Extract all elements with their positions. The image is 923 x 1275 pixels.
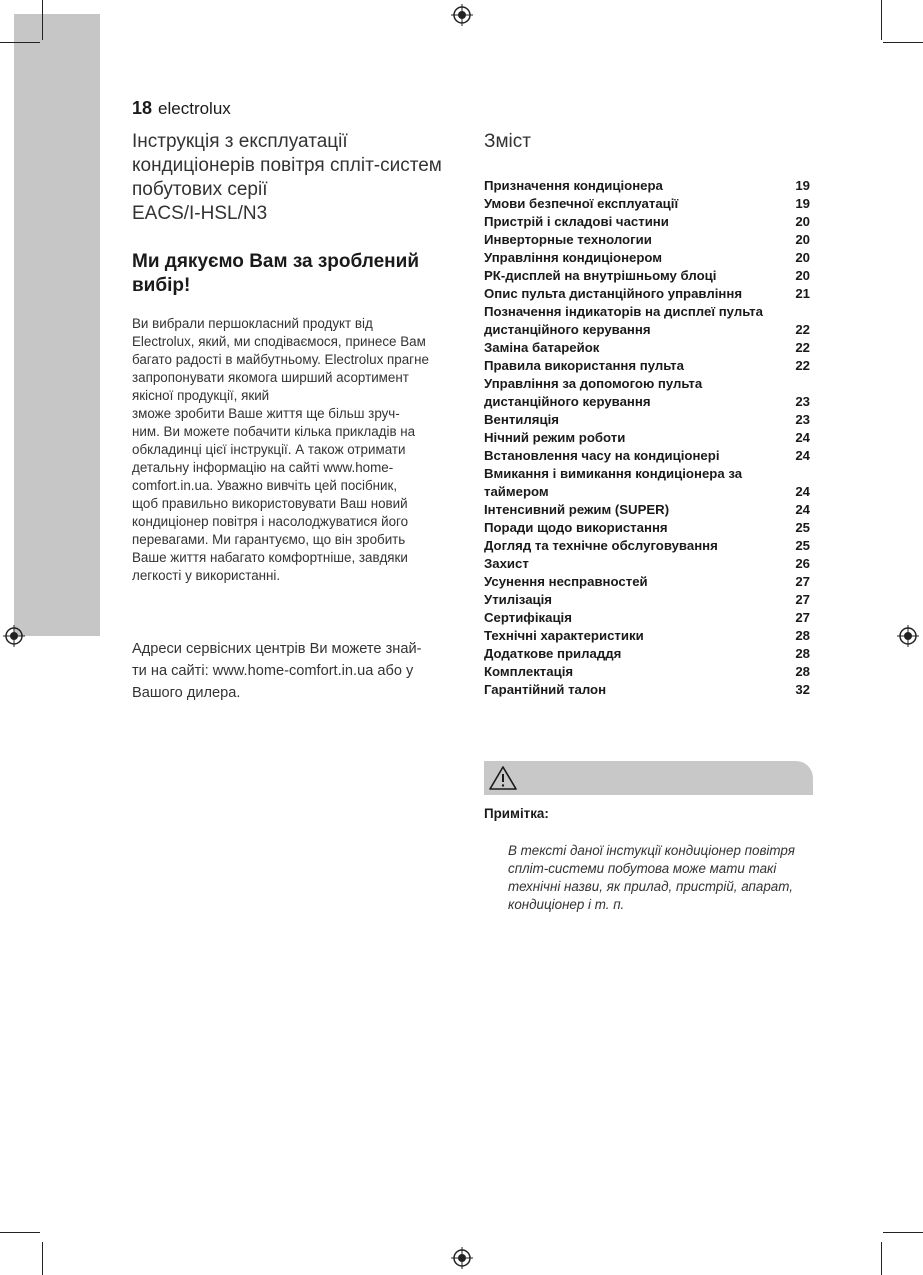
intro-line: детальну інформацію на сайті www.home- xyxy=(132,460,394,475)
toc-title: Зміст xyxy=(484,131,531,152)
intro-line: кондиціонер повітря і насолоджуватися його xyxy=(132,514,409,529)
toc-entry xyxy=(484,663,810,681)
toc-entry xyxy=(484,339,810,357)
page-number: 18 xyxy=(132,98,153,118)
toc-entry xyxy=(484,465,810,501)
toc-entry xyxy=(484,267,810,285)
toc-entry-page: 28 xyxy=(795,646,810,661)
toc-entry-title: Умови безпечної експлуатації xyxy=(484,196,679,211)
toc-entry xyxy=(484,231,810,249)
toc-entry xyxy=(484,429,810,447)
toc-entry-title: Инверторные технологии xyxy=(484,232,652,247)
toc-entry-page: 24 xyxy=(795,448,810,463)
intro-line: якісної продукції, який xyxy=(132,388,270,403)
intro-line: зможе зробити Ваше життя ще більш зруч- xyxy=(132,406,400,421)
registration-mark-icon xyxy=(451,4,473,26)
toc-entry xyxy=(484,249,810,267)
intro-line: перевагами. Ми гарантуємо, що він зробить xyxy=(132,532,406,547)
intro-line: обкладинці цієї інструкції. А також отримати xyxy=(132,442,406,457)
toc-entry-page: 24 xyxy=(795,484,810,499)
intro-line: запропонувати якомога ширший асортимент xyxy=(132,370,409,385)
toc-entry-title: дистанційного керування xyxy=(484,394,651,409)
service-centers-paragraph xyxy=(132,638,472,704)
page-header xyxy=(132,98,231,119)
toc-entry-title: Правила використання пульта xyxy=(484,358,684,373)
toc-entry-page: 22 xyxy=(795,322,810,337)
toc-entry xyxy=(484,681,810,699)
toc-entry-title: РК-дисплей на внутрішньому блоці xyxy=(484,268,717,283)
toc-entry-page: 23 xyxy=(795,394,810,409)
toc-entry xyxy=(484,537,810,555)
warning-triangle-icon xyxy=(487,763,519,793)
toc-entry-page: 27 xyxy=(795,592,810,607)
toc-entry-title: Управління за допомогою пульта xyxy=(484,376,703,391)
toc-entry-title: Утилізація xyxy=(484,592,552,607)
toc-entry-title: Позначення індикаторів на дисплеї пульта xyxy=(484,304,763,319)
toc-entry-title: Управління кондиціонером xyxy=(484,250,663,265)
side-gray-band xyxy=(14,14,100,636)
toc-entry xyxy=(484,177,810,195)
toc-entry-page: 20 xyxy=(795,268,810,283)
toc-entry xyxy=(484,645,810,663)
toc-entry-page: 20 xyxy=(795,214,810,229)
toc-entry-page: 19 xyxy=(795,196,810,211)
toc-entry-page: 27 xyxy=(795,610,810,625)
toc-entry xyxy=(484,447,810,465)
toc-entry-page: 25 xyxy=(795,520,810,535)
toc-entry xyxy=(484,591,810,609)
toc-entry xyxy=(484,357,810,375)
service-line: Вашого дилера. xyxy=(132,685,241,701)
crop-mark xyxy=(881,1242,882,1275)
service-line: Адреси сервісних центрів Ви можете знай- xyxy=(132,641,422,657)
intro-line: щоб правильно використовувати Ваш новий xyxy=(132,496,408,511)
note-line: кондиціонер і т. п. xyxy=(508,897,625,912)
toc-entry-page: 23 xyxy=(795,412,810,427)
intro-line: Electrolux, який, ми сподіваємося, принесе Вам xyxy=(132,334,426,349)
crop-mark xyxy=(881,0,882,40)
toc-entry-page: 28 xyxy=(795,664,810,679)
toc-entry-page: 25 xyxy=(795,538,810,553)
title-line: EACS/I-HSL/N3 xyxy=(132,203,268,224)
toc-entry-title: Заміна батарейок xyxy=(484,340,600,355)
note-line: технічні назви, як прилад, пристрій, апарат, xyxy=(508,879,793,894)
note-line: спліт-системи побутова може мати такі xyxy=(508,861,777,876)
toc-entry-title: Вентиляція xyxy=(484,412,559,427)
toc-entry-title: Нічний режим роботи xyxy=(484,430,626,445)
brand-name: electrolux xyxy=(158,99,231,118)
registration-mark-icon xyxy=(3,625,25,647)
note-text xyxy=(508,842,818,914)
toc-entry-page: 27 xyxy=(795,574,810,589)
toc-entry-title: Поради щодо використання xyxy=(484,520,668,535)
note-line: В тексті даної інстукції кондиціонер повітря xyxy=(508,843,795,858)
title-line: Інструкція з експлуатації xyxy=(132,131,348,152)
note-label: Примітка: xyxy=(484,806,549,821)
toc-list xyxy=(484,177,810,699)
toc-entry-page: 26 xyxy=(795,556,810,571)
toc-entry-title: Технічні характеристики xyxy=(484,628,644,643)
toc-entry xyxy=(484,519,810,537)
toc-entry-title: Комплектація xyxy=(484,664,574,679)
intro-line: comfort.in.ua. Уважно вивчіть цей посібник, xyxy=(132,478,398,493)
registration-mark-icon xyxy=(451,1247,473,1269)
service-line: ти на сайті: www.home-comfort.in.ua або у xyxy=(132,663,414,679)
title-line: побутових серії xyxy=(132,179,268,200)
toc-entry-page: 32 xyxy=(795,682,810,697)
intro-line: багато радості в майбутньому. Electrolux прагне xyxy=(132,352,429,367)
toc-entry-title: дистанційного керування xyxy=(484,322,651,337)
toc-entry-page: 19 xyxy=(795,178,810,193)
toc-entry-page: 20 xyxy=(795,250,810,265)
toc-entry xyxy=(484,627,810,645)
toc-entry-title: Гарантійний талон xyxy=(484,682,607,697)
crop-mark xyxy=(883,42,923,43)
toc-entry-title: Додаткове приладдя xyxy=(484,646,622,661)
registration-mark-icon xyxy=(897,625,919,647)
intro-line: ним. Ви можете побачити кілька прикладів на xyxy=(132,424,416,439)
warning-bar xyxy=(484,761,813,795)
toc-entry-title: Опис пульта дистанційного управління xyxy=(484,286,743,301)
toc-entry xyxy=(484,375,810,411)
toc-entry-title: Усунення несправностей xyxy=(484,574,648,589)
toc-entry-title: Інтенсивний режим (SUPER) xyxy=(484,502,670,517)
toc-entry-page: 28 xyxy=(795,628,810,643)
toc-entry-title: таймером xyxy=(484,484,549,499)
crop-mark xyxy=(42,0,43,40)
toc-entry-page: 22 xyxy=(795,340,810,355)
title-line: кондиціонерів повітря спліт-систем xyxy=(132,155,442,176)
toc-entry xyxy=(484,303,810,339)
toc-entry-page: 20 xyxy=(795,232,810,247)
document-title xyxy=(132,130,472,226)
toc-entry-title: Призначення кондиціонера xyxy=(484,178,663,193)
toc-entry-title: Вмикання і вимикання кондиціонера за xyxy=(484,466,743,481)
intro-paragraph xyxy=(132,315,467,585)
toc-entry-page: 21 xyxy=(795,286,810,301)
crop-mark xyxy=(42,1242,43,1275)
toc-entry xyxy=(484,609,810,627)
toc-entry-title: Пристрій і складові частини xyxy=(484,214,669,229)
toc-entry xyxy=(484,411,810,429)
toc-entry xyxy=(484,555,810,573)
toc-entry xyxy=(484,195,810,213)
crop-mark xyxy=(0,42,40,43)
crop-mark xyxy=(883,1232,923,1233)
toc-entry-page: 24 xyxy=(795,430,810,445)
toc-entry-page: 24 xyxy=(795,502,810,517)
toc-entry xyxy=(484,573,810,591)
intro-line: Ваше життя набагато комфортніше, завдяки xyxy=(132,550,408,565)
toc-entry-title: Догляд та технічне обслуговування xyxy=(484,538,718,553)
thanks-heading: Ми дякуємо Вам за зроблений вибір! xyxy=(132,251,419,296)
toc-entry xyxy=(484,213,810,231)
intro-line: Ви вибрали першокласний продукт від xyxy=(132,316,373,331)
toc-entry xyxy=(484,501,810,519)
toc-entry-title: Захист xyxy=(484,556,529,571)
crop-mark xyxy=(0,1232,40,1233)
toc-entry-title: Сертифікація xyxy=(484,610,572,625)
toc-entry xyxy=(484,285,810,303)
intro-line: легкості у використанні. xyxy=(132,568,281,583)
toc-entry-title: Встановлення часу на кондиціонері xyxy=(484,448,720,463)
toc-entry-page: 22 xyxy=(795,358,810,373)
